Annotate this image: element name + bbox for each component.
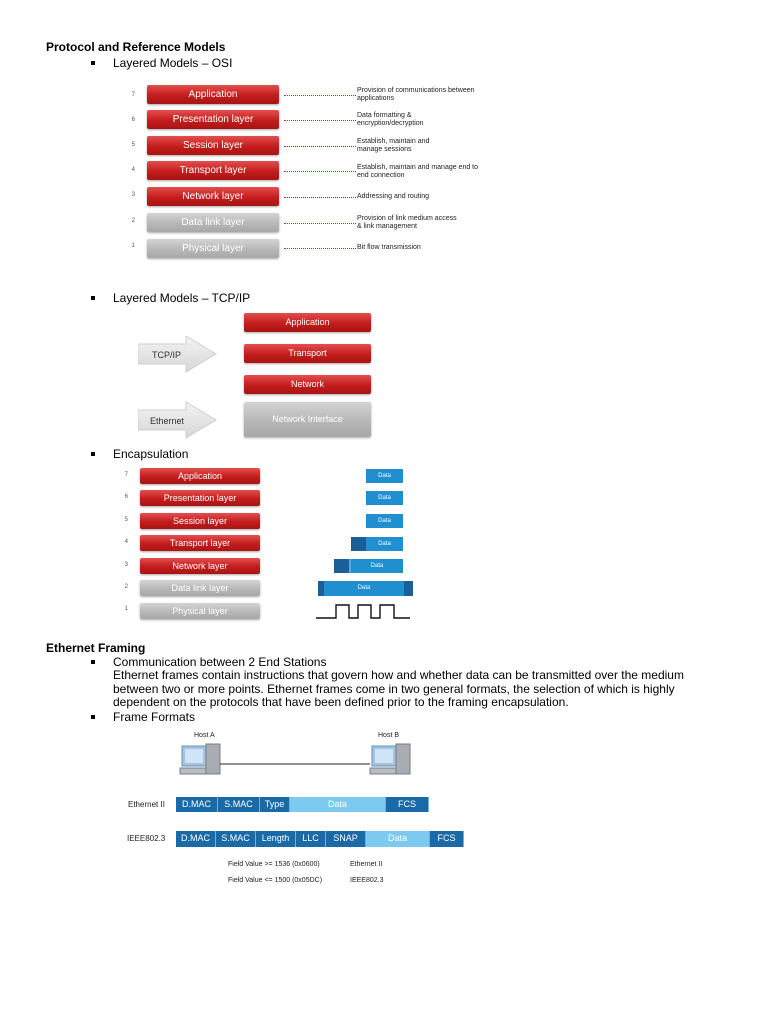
bullet-tcpip xyxy=(113,291,250,305)
field-data: Data xyxy=(366,831,430,847)
encap-num: 2 xyxy=(124,584,128,590)
osi-layer-network: Network layer xyxy=(147,187,279,206)
encap-num: 3 xyxy=(124,562,128,568)
osi-layer-application: Application xyxy=(147,85,279,104)
field-llc: LLC xyxy=(296,831,326,847)
encap-transport-header xyxy=(351,537,366,551)
field-smac: S.MAC xyxy=(218,797,260,812)
tcpip-arrow-label: TCP/IP xyxy=(152,350,182,360)
encap-layer-session: Session layer xyxy=(140,513,260,529)
encap-layer-physical: Physical layer xyxy=(140,603,260,619)
osi-num: 3 xyxy=(131,192,135,198)
ieee-label: IEEE802.3 xyxy=(127,834,166,843)
tcpip-layer-application: Application xyxy=(244,313,371,332)
field-smac: S.MAC xyxy=(216,831,256,847)
encap-frame-trailer xyxy=(404,581,413,596)
field-fcs: FCS xyxy=(386,797,429,812)
encap-layer-network: Network layer xyxy=(140,558,260,574)
heading-ethernet-framing: Ethernet Framing xyxy=(46,641,146,655)
encap-data-block: Data xyxy=(366,469,403,483)
osi-num: 4 xyxy=(131,167,135,173)
encap-network-header xyxy=(334,559,349,573)
encap-data-block: Data xyxy=(351,559,403,573)
bullet-communication-label: Communication between 2 End Stations xyxy=(113,655,327,669)
computer-icon xyxy=(370,744,410,774)
encap-layer-datalink: Data link layer xyxy=(140,580,260,596)
field-rule-1-type: Ethernet II xyxy=(350,861,383,868)
tcpip-layer-network-interface: Network Interface xyxy=(244,402,371,437)
bullet-encapsulation xyxy=(113,447,188,461)
osi-diagram xyxy=(120,82,490,267)
bullet-tcpip-label: Layered Models – TCP/IP xyxy=(113,291,251,305)
encap-num: 5 xyxy=(124,517,128,523)
bullet-frame-formats-label: Frame Formats xyxy=(113,710,196,724)
tcpip-layer-network: Network xyxy=(244,375,371,394)
ethernet-arrow-label: Ethernet xyxy=(150,416,185,426)
encap-data-block: Data xyxy=(366,514,403,528)
osi-desc: Addressing and routing xyxy=(357,193,429,200)
field-dmac: D.MAC xyxy=(176,831,216,847)
osi-layer-presentation: Presentation layer xyxy=(147,110,279,129)
field-rule-2-type: IEEE802.3 xyxy=(350,877,384,884)
tcpip-layer-transport: Transport xyxy=(244,344,371,363)
signal-waveform-icon xyxy=(316,602,416,622)
field-snap: SNAP xyxy=(326,831,366,847)
encapsulation-diagram xyxy=(118,466,418,626)
field-rule-1: Field Value >= 1536 (0x0600) xyxy=(228,861,320,868)
osi-desc: Provision of communications between applications xyxy=(357,87,475,102)
osi-num: 1 xyxy=(131,243,135,249)
field-fcs: FCS xyxy=(430,831,464,847)
field-rule-2: Field Value <= 1500 (0x05DC) xyxy=(228,877,323,884)
hosts-link xyxy=(178,740,413,782)
host-a-label: Host A xyxy=(194,732,215,739)
ethernet2-label: Ethernet II xyxy=(128,800,165,809)
field-data: Data xyxy=(290,797,386,812)
osi-layer-transport: Transport layer xyxy=(147,161,279,180)
bullet-encapsulation-label: Encapsulation xyxy=(113,447,189,461)
encap-num: 1 xyxy=(124,606,128,612)
encap-layer-presentation: Presentation layer xyxy=(140,490,260,506)
encap-num: 7 xyxy=(124,472,128,478)
bullet-osi xyxy=(113,56,232,70)
heading-protocol-models: Protocol and Reference Models xyxy=(46,40,226,54)
osi-desc: Bit flow transmission xyxy=(357,244,421,251)
osi-connector xyxy=(284,120,356,121)
encap-data-block: Data xyxy=(366,491,403,505)
osi-num: 6 xyxy=(131,117,135,123)
osi-connector xyxy=(284,95,356,96)
osi-layer-datalink: Data link layer xyxy=(147,213,279,232)
bullet-communication xyxy=(113,655,326,669)
field-type: Type xyxy=(260,797,290,812)
osi-desc: Establish, maintain and manage sessions xyxy=(357,138,430,153)
host-b-label: Host B xyxy=(378,732,400,739)
osi-desc: Data formatting & encryption/decryption xyxy=(357,112,424,127)
osi-num: 2 xyxy=(131,218,135,224)
encap-num: 6 xyxy=(124,494,128,500)
ethernet-paragraph: Ethernet frames contain instructions that govern how and whether data can be transmitted over the medium between two or more points. Ethernet frames come in two general formats, the selection of which is highly dependent on the protocols that have been defined prior to the framing encapsulation. xyxy=(113,668,684,709)
field-length: Length xyxy=(256,831,296,847)
osi-connector xyxy=(284,223,356,224)
encap-layer-transport: Transport layer xyxy=(140,535,260,551)
encap-data-block: Data xyxy=(366,537,403,551)
bullet-frame-formats xyxy=(113,710,195,724)
osi-connector xyxy=(284,197,356,198)
waveform-line xyxy=(316,605,410,618)
osi-num: 7 xyxy=(131,92,135,98)
field-dmac: D.MAC xyxy=(176,797,218,812)
osi-connector xyxy=(284,146,356,147)
encap-num: 4 xyxy=(124,539,128,545)
encap-layer-application: Application xyxy=(140,468,260,484)
osi-connector xyxy=(284,248,356,249)
encap-data-block: Data xyxy=(324,581,404,596)
osi-num: 5 xyxy=(131,142,135,148)
osi-connector xyxy=(284,171,356,172)
bullet-osi-label: Layered Models – OSI xyxy=(113,56,233,70)
osi-desc: Provision of link medium access & link management xyxy=(357,215,457,230)
osi-layer-session: Session layer xyxy=(147,136,279,155)
osi-desc: Establish, maintain and manage end to end connection xyxy=(357,164,479,179)
computer-icon xyxy=(180,744,220,774)
osi-layer-physical: Physical layer xyxy=(147,239,279,258)
